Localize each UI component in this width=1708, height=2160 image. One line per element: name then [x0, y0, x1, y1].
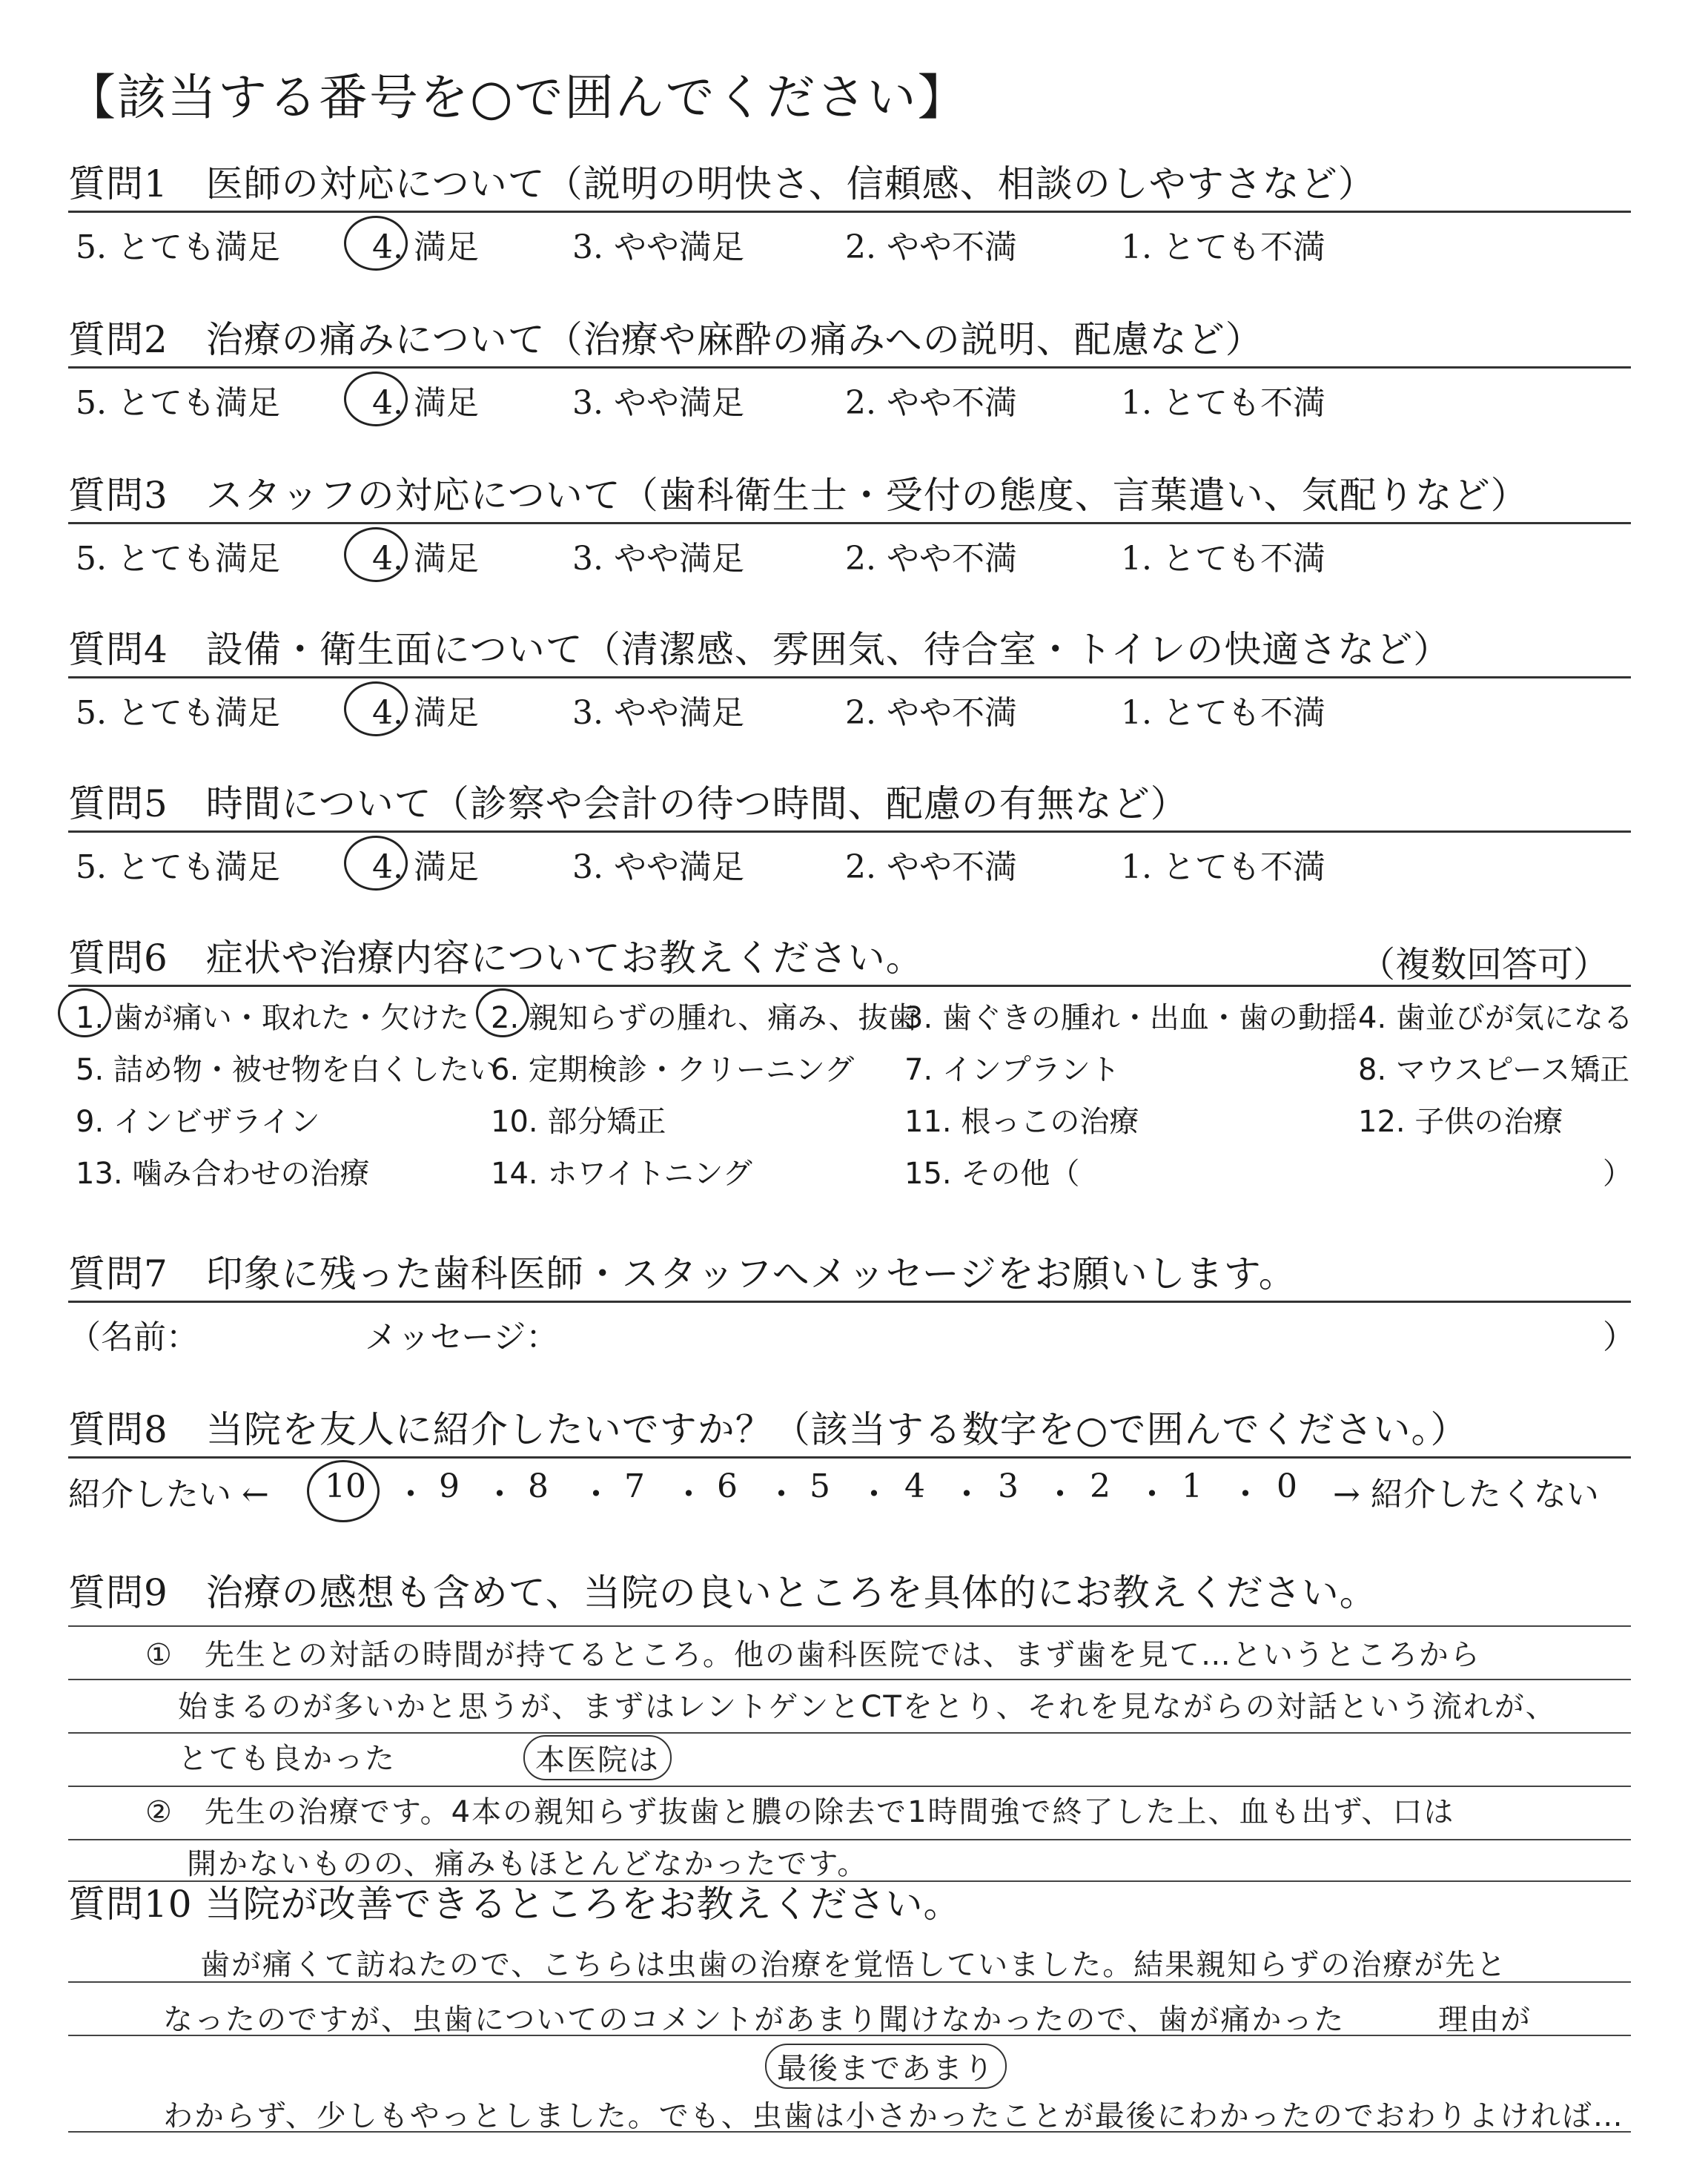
- scale-right-label: → 紹介したくない: [1333, 1476, 1599, 1513]
- symptom-option[interactable]: 9. インビザライン: [76, 1105, 320, 1139]
- multiple-answers-note: （複数回答可）: [1359, 944, 1609, 985]
- scale-value-5[interactable]: 5: [810, 1467, 830, 1505]
- recommend-scale: [68, 1463, 1631, 1515]
- option-2[interactable]: 2. やや不満: [845, 540, 1017, 578]
- option-2[interactable]: 2. やや不満: [845, 384, 1017, 422]
- symptom-option[interactable]: 12. 子供の治療: [1358, 1105, 1563, 1139]
- handwritten-line: 理由が: [1438, 2003, 1532, 2037]
- answer-line: [68, 1732, 1631, 1734]
- question-5-title: 質問5 時間について（診察や会計の待つ時間、配慮の有無など）: [68, 782, 1188, 825]
- option-3[interactable]: 3. やや満足: [572, 540, 744, 578]
- selection-circle: [58, 988, 111, 1037]
- option-5[interactable]: 5. とても満足: [76, 540, 280, 578]
- symptom-option[interactable]: 13. 噛み合わせの治療: [76, 1157, 370, 1191]
- question-4: [68, 627, 1631, 730]
- symptom-option[interactable]: 7. インプラント: [904, 1053, 1120, 1087]
- option-1[interactable]: 1. とても不満: [1121, 540, 1325, 578]
- question-4-title: 質問4 設備・衛生面について（清潔感、雰囲気、待合室・トイレの快適さなど）: [68, 628, 1452, 671]
- question-6-title: 質問6 症状や治療内容についてお教えください。: [68, 937, 924, 980]
- handwritten-line: 歯が痛くて訪ねたので、こちらは虫歯の治療を覚悟していました。結果親知らずの治療が先と: [200, 1948, 1508, 1982]
- symptom-option[interactable]: 6. 定期検診・クリーニング: [491, 1053, 855, 1087]
- selection-circle: [344, 371, 408, 426]
- other-close-paren: ）: [1603, 1157, 1632, 1191]
- scale-value-3[interactable]: 3: [998, 1467, 1019, 1505]
- option-3[interactable]: 3. やや満足: [572, 694, 744, 732]
- option-4[interactable]: 4. 満足: [372, 228, 479, 266]
- option-4[interactable]: 4. 満足: [372, 848, 479, 886]
- question-10-title: 質問10 当院が改善できるところをお教えください。: [68, 1883, 961, 1926]
- close-paren: ）: [1603, 1318, 1635, 1356]
- symptom-option[interactable]: 15. その他（: [904, 1157, 1080, 1191]
- handwritten-insertion: 本医院は: [523, 1735, 672, 1780]
- option-5[interactable]: 5. とても満足: [76, 848, 280, 886]
- handwritten-insertion: 最後まであまり: [765, 2044, 1007, 2089]
- handwritten-line: ① 先生との対話の時間が持てるところ。他の歯科医院では、まず歯を見て…というところから: [145, 1638, 1481, 1672]
- rating-options: [68, 220, 1631, 265]
- handwritten-line: 始まるのが多いかと思うが、まずはレントゲンとCTをとり、それを見ながらの対話という流れが、: [178, 1690, 1557, 1724]
- handwritten-line: 開かないものの、痛みもほとんどなかったです。: [187, 1847, 869, 1881]
- question-3: [68, 473, 1631, 576]
- divider: [68, 1456, 1631, 1459]
- option-5[interactable]: 5. とても満足: [76, 384, 280, 422]
- question-8-title: 質問8 当院を友人に紹介したいですか？（該当する数字を○で囲んでください。）: [68, 1408, 1469, 1451]
- question-7-title: 質問7 印象に残った歯科医師・スタッフへメッセージをお願いします。: [68, 1252, 1297, 1295]
- question-5: [68, 782, 1631, 885]
- scale-value-8[interactable]: 8: [528, 1467, 549, 1505]
- option-2[interactable]: 2. やや不満: [845, 848, 1017, 886]
- scale-value-0[interactable]: 0: [1277, 1467, 1297, 1505]
- divider: [68, 676, 1631, 678]
- question-1: [68, 162, 1631, 265]
- option-2[interactable]: 2. やや不満: [845, 694, 1017, 732]
- divider: [68, 211, 1631, 213]
- scale-value-2[interactable]: 2: [1090, 1467, 1110, 1505]
- selection-circle: [344, 681, 408, 736]
- selection-circle: [344, 527, 408, 582]
- question-9-title: 質問9 治療の感想も含めて、当院の良いところを具体的にお教えください。: [68, 1571, 1377, 1614]
- symptom-option[interactable]: 1. 歯が痛い・取れた・欠けた: [76, 1001, 469, 1035]
- question-2: [68, 317, 1631, 420]
- selection-circle: [307, 1460, 380, 1522]
- option-1[interactable]: 1. とても不満: [1121, 694, 1325, 732]
- question-1-title: 質問1 医師の対応について（説明の明快さ、信頼感、相談のしやすさなど）: [68, 162, 1376, 205]
- option-4[interactable]: 4. 満足: [372, 384, 479, 422]
- rating-options: [68, 686, 1631, 730]
- option-1[interactable]: 1. とても不満: [1121, 384, 1325, 422]
- scale-dot: ・: [580, 1476, 612, 1513]
- answer-line: [68, 1625, 1631, 1627]
- option-5[interactable]: 5. とても満足: [76, 694, 280, 732]
- handwritten-line: とても良かった: [178, 1742, 396, 1776]
- selection-circle: [344, 216, 408, 271]
- divider: [68, 522, 1631, 524]
- scale-dot: ・: [1136, 1476, 1168, 1513]
- answer-line: [68, 1679, 1631, 1680]
- rating-options: [68, 376, 1631, 420]
- divider: [68, 1301, 1631, 1303]
- scale-dot: ・: [672, 1476, 705, 1513]
- option-4[interactable]: 4. 満足: [372, 540, 479, 578]
- option-1[interactable]: 1. とても不満: [1121, 848, 1325, 886]
- answer-line: [68, 1786, 1631, 1787]
- option-5[interactable]: 5. とても満足: [76, 228, 280, 266]
- name-label: （名前：: [68, 1318, 199, 1356]
- rating-options: [68, 532, 1631, 576]
- symptom-option[interactable]: 3. 歯ぐきの腫れ・出血・歯の動揺: [904, 1001, 1357, 1035]
- question-9: [68, 1571, 1631, 1615]
- scale-value-4[interactable]: 4: [904, 1467, 925, 1505]
- form-header: 【該当する番号を○で囲んでください】: [67, 69, 968, 126]
- handwritten-line: わからず、少しもやっとしました。でも、虫歯は小さかったことが最後にわかったのでおわりよければ…: [163, 2099, 1624, 2133]
- option-4[interactable]: 4. 満足: [372, 694, 479, 732]
- question-2-title: 質問2 治療の痛みについて（治療や麻酔の痛みへの説明、配慮など）: [68, 318, 1263, 361]
- option-1[interactable]: 1. とても不満: [1121, 228, 1325, 266]
- scale-value-9[interactable]: 9: [439, 1467, 460, 1505]
- scale-dot: ・: [483, 1476, 516, 1513]
- scale-dot: ・: [950, 1476, 983, 1513]
- symptom-option[interactable]: 2. 親知らずの腫れ、痛み、抜歯: [491, 1001, 918, 1035]
- symptom-option[interactable]: 10. 部分矯正: [491, 1105, 666, 1139]
- question-10: [68, 1882, 1631, 1926]
- option-2[interactable]: 2. やや不満: [845, 228, 1017, 266]
- divider: [68, 366, 1631, 369]
- scale-value-1[interactable]: 1: [1182, 1467, 1202, 1505]
- scale-dot: ・: [1229, 1476, 1262, 1513]
- scale-value-10[interactable]: 10: [325, 1467, 366, 1505]
- question-8: [68, 1407, 1631, 1515]
- scale-value-7[interactable]: 7: [624, 1467, 645, 1505]
- question-3-title: 質問3 スタッフの対応について（歯科衛生士・受付の態度、言葉遣い、気配りなど）: [68, 474, 1529, 517]
- scale-left-label: 紹介したい ←: [68, 1476, 269, 1513]
- option-3[interactable]: 3. やや満足: [572, 384, 744, 422]
- symptom-option[interactable]: 8. マウスピース矯正: [1358, 1053, 1630, 1087]
- handwritten-line: ② 先生の治療です。4本の親知らず抜歯と膿の除去で1時間強で終了した上、血も出ず、口は: [145, 1795, 1455, 1829]
- scale-value-6[interactable]: 6: [717, 1467, 738, 1505]
- scale-dot: ・: [394, 1476, 427, 1513]
- selection-circle: [344, 836, 408, 891]
- rating-options: [68, 840, 1631, 885]
- message-row: [68, 1310, 1635, 1356]
- message-label: メッセージ：: [365, 1318, 559, 1356]
- symptom-option[interactable]: 14. ホワイトニング: [491, 1157, 752, 1191]
- symptom-options: [68, 994, 1631, 1209]
- scale-dot: ・: [765, 1476, 798, 1513]
- question-7: [68, 1252, 1635, 1356]
- divider: [68, 830, 1631, 833]
- symptom-option[interactable]: 5. 詰め物・被せ物を白くしたい: [76, 1053, 499, 1087]
- symptom-option[interactable]: 4. 歯並びが気になる: [1358, 1001, 1633, 1035]
- selection-circle: [476, 988, 529, 1037]
- scale-dot: ・: [858, 1476, 890, 1513]
- scale-dot: ・: [1044, 1476, 1076, 1513]
- symptom-option[interactable]: 11. 根っこの治療: [904, 1105, 1139, 1139]
- question-6: [68, 936, 1631, 1209]
- option-3[interactable]: 3. やや満足: [572, 228, 744, 266]
- handwritten-line: なったのですが、虫歯についてのコメントがあまり聞けなかったので、歯が痛かった: [163, 2003, 1345, 2037]
- option-3[interactable]: 3. やや満足: [572, 848, 744, 886]
